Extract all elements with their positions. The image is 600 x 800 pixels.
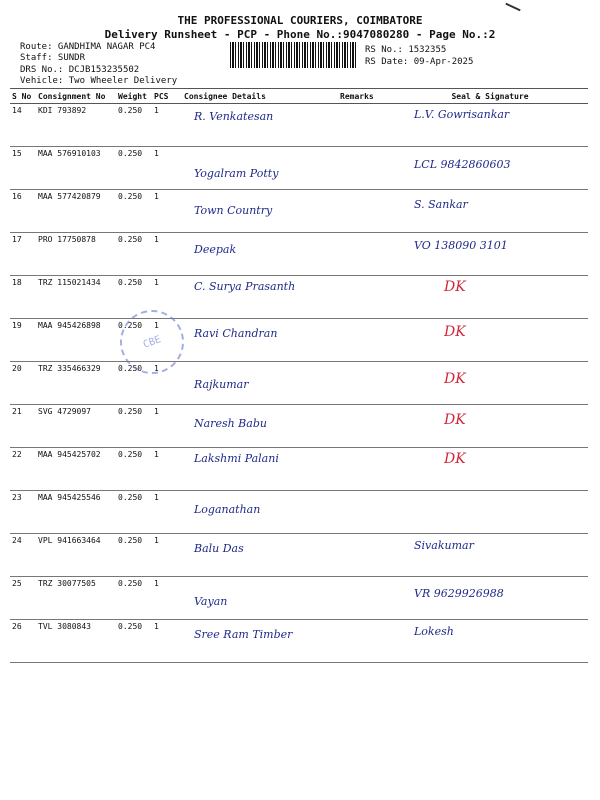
row-pcs: 1 [154, 579, 159, 588]
row-sno: 14 [12, 106, 22, 115]
row-signature: DK [444, 451, 466, 467]
table-row [10, 104, 588, 147]
table-row [10, 190, 588, 233]
row-consignee: R. Venkatesan [194, 110, 274, 123]
table-row [10, 577, 588, 620]
row-remarks [338, 104, 392, 147]
col-consignment: Consignment No [36, 89, 116, 104]
row-weight: 0.250 [118, 536, 143, 545]
row-sno: 20 [12, 364, 22, 373]
col-sno: S No [10, 89, 36, 104]
row-weight: 0.250 [118, 192, 143, 201]
row-remarks [338, 276, 392, 319]
row-consignment: SVG 4729097 [38, 407, 91, 416]
row-consignment: MAA 945425702 [38, 450, 101, 459]
col-remarks: Remarks [338, 89, 392, 104]
row-sno: 22 [12, 450, 22, 459]
row-consignment: MAA 945425546 [38, 493, 101, 502]
table-row [10, 491, 588, 534]
row-remarks [338, 233, 392, 276]
row-signature: VR 9629926988 [414, 587, 504, 600]
row-pcs: 1 [154, 149, 159, 158]
office-stamp: CBE [111, 301, 193, 383]
row-sno: 24 [12, 536, 22, 545]
table-row [10, 620, 588, 663]
row-consignee: Lakshmi Palani [194, 452, 279, 465]
row-pcs: 1 [154, 192, 159, 201]
row-pcs: 1 [154, 450, 159, 459]
table-row [10, 405, 588, 448]
table-row [10, 362, 588, 405]
row-signature: L.V. Gowrisankar [414, 108, 510, 121]
row-signature: DK [444, 279, 466, 295]
row-consignment: VPL 941663464 [38, 536, 101, 545]
table-row [10, 147, 588, 190]
table-row [10, 534, 588, 577]
row-consignment: MAA 945426898 [38, 321, 101, 330]
row-signature: DK [444, 371, 466, 387]
row-consignee: Town Country [194, 204, 273, 217]
row-consignee: C. Surya Prasanth [194, 280, 296, 293]
col-consignee: Consignee Details [182, 89, 338, 104]
row-sno: 19 [12, 321, 22, 330]
row-consignment: TRZ 335466329 [38, 364, 101, 373]
row-remarks [338, 577, 392, 620]
row-weight: 0.250 [118, 407, 143, 416]
row-weight: 0.250 [118, 235, 143, 244]
row-sno: 21 [12, 407, 22, 416]
row-weight: 0.250 [118, 106, 143, 115]
row-remarks [338, 620, 392, 663]
row-pcs: 1 [154, 235, 159, 244]
row-sno: 25 [12, 579, 22, 588]
row-remarks [338, 405, 392, 448]
row-remarks [338, 190, 392, 233]
row-signature: LCL 9842860603 [414, 158, 511, 171]
table-header-row [10, 89, 588, 104]
row-remarks [338, 448, 392, 491]
row-pcs: 1 [154, 321, 159, 330]
row-pcs: 1 [154, 493, 159, 502]
row-pcs: 1 [154, 536, 159, 545]
table-row [10, 319, 588, 362]
col-pcs: PCS [152, 89, 182, 104]
row-weight: 0.250 [118, 278, 143, 287]
row-weight: 0.250 [118, 149, 143, 158]
row-signature: DK [444, 412, 466, 428]
row-consignment: KDI 793892 [38, 106, 87, 115]
row-pcs: 1 [154, 278, 159, 287]
row-consignment: TRZ 30077505 [38, 579, 96, 588]
row-sno: 18 [12, 278, 22, 287]
page-mark [505, 3, 520, 12]
row-consignee: Naresh Babu [194, 417, 267, 430]
row-sno: 15 [12, 149, 22, 158]
company-title: THE PROFESSIONAL COURIERS, COIMBATORE [177, 14, 423, 27]
row-pcs: 1 [154, 364, 159, 373]
vehicle-label: Vehicle: Two Wheeler Delivery [20, 76, 178, 86]
table-row [10, 276, 588, 319]
row-weight: 0.250 [118, 450, 143, 459]
row-pcs: 1 [154, 106, 159, 115]
row-consignment: TVL 3080843 [38, 622, 91, 631]
rs-number: RS No.: 1532355 [365, 45, 447, 55]
row-weight: 0.250 [118, 579, 143, 588]
row-consignment: MAA 576910103 [38, 149, 101, 158]
col-signature: Seal & Signature [392, 89, 588, 104]
route-label: Route: GANDHIMA NAGAR PC4 [20, 42, 156, 52]
row-remarks [338, 319, 392, 362]
row-signature: Lokesh [414, 625, 454, 638]
row-consignee: Deepak [194, 243, 237, 256]
row-weight: 0.250 [118, 622, 143, 631]
row-signature: DK [444, 324, 466, 340]
row-consignee: Yogalram Potty [194, 167, 279, 180]
row-signature: Sivakumar [414, 539, 474, 552]
row-pcs: 1 [154, 407, 159, 416]
staff-label: Staff: SUNDR [20, 53, 86, 63]
row-consignee: Loganathan [194, 503, 261, 516]
row-consignment: TRZ 115021434 [38, 278, 101, 287]
col-weight: Weight [116, 89, 152, 104]
row-consignee: Rajkumar [194, 378, 249, 391]
row-signature: VO 138090 3101 [414, 239, 508, 252]
table-row [10, 448, 588, 491]
row-pcs: 1 [154, 622, 159, 631]
rs-date: RS Date: 09-Apr-2025 [365, 57, 474, 67]
runsheet-table [10, 88, 588, 663]
row-consignee: Ravi Chandran [194, 327, 278, 340]
row-weight: 0.250 [118, 493, 143, 502]
row-sno: 26 [12, 622, 22, 631]
row-consignment: MAA 577420879 [38, 192, 101, 201]
row-remarks [338, 491, 392, 534]
row-remarks [338, 534, 392, 577]
row-consignee: Sree Ram Timber [194, 628, 293, 641]
row-consignee: Vayan [194, 595, 228, 608]
row-remarks [338, 362, 392, 405]
table-row [10, 233, 588, 276]
row-remarks [338, 147, 392, 190]
drs-number: DRS No.: DCJB153235502 [20, 65, 140, 75]
row-consignee: Balu Das [194, 542, 244, 555]
row-signature: S. Sankar [414, 198, 468, 211]
runsheet-title: Delivery Runsheet - PCP - Phone No.:9047080280 - Page No.:2 [104, 28, 496, 41]
barcode-image [230, 42, 358, 68]
row-weight: 0.250 [118, 321, 143, 330]
row-consignment: PRO 17750878 [38, 235, 96, 244]
row-sno: 17 [12, 235, 22, 244]
row-weight: 0.250 [118, 364, 143, 373]
row-sno: 16 [12, 192, 22, 201]
row-sno: 23 [12, 493, 22, 502]
